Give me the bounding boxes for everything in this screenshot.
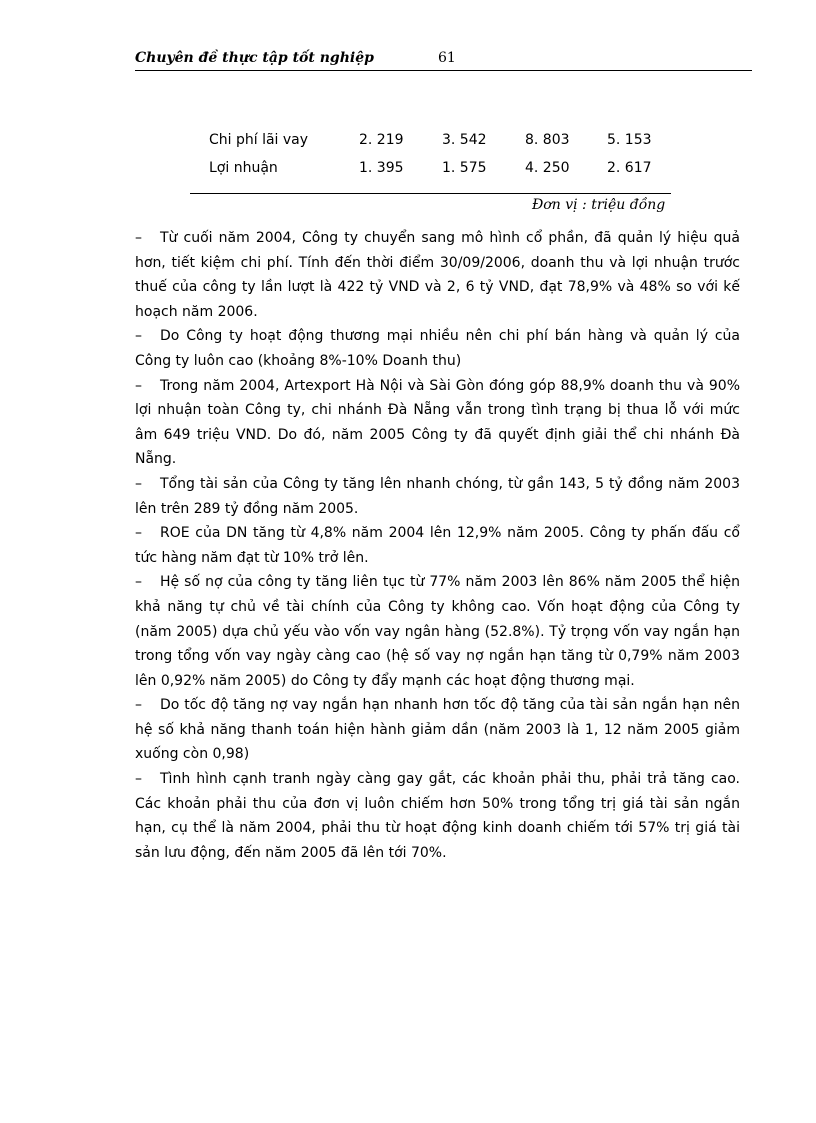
bullet-marker: – [135, 697, 142, 714]
list-item [135, 472, 740, 521]
table-cell: 3. 542 [442, 132, 487, 148]
bullet-marker: – [135, 525, 142, 542]
bullet-text: Tổng tài sản của Công ty tăng lên nhanh chóng, từ gần 143, 5 tỷ đồng năm 2003 lên trên 289 tỷ đồng năm 2005. [135, 475, 740, 517]
bullet-text: ROE của DN tăng từ 4,8% năm 2004 lên 12,9% năm 2005. Công ty phấn đấu cổ tức hàng năm đạt từ 10% trở lên. [135, 525, 740, 566]
bullet-marker: – [135, 230, 142, 246]
table-cell: 1. 575 [442, 160, 487, 176]
list-item [135, 374, 740, 472]
table-cell: 1. 395 [359, 160, 404, 176]
row-label: Chi phí lãi vay [209, 132, 309, 148]
list-item [135, 226, 740, 324]
unit-note: Đơn vị : triệu đồng [532, 197, 666, 213]
list-item [135, 693, 740, 767]
table-row [209, 132, 671, 160]
page-number: 61 [438, 50, 456, 66]
bullet-marker: – [135, 328, 142, 345]
header-title: Chuyên đề thực tập tốt nghiệp [135, 50, 374, 66]
bullet-text: Do tốc độ tăng nợ vay ngắn hạn nhanh hơn tốc độ tăng của tài sản ngắn hạn nên hệ số khả năng thanh toán hiện hành giảm dần (năm 2003 là 1, 12 năm 2005 giảm xuống còn 0,98) [135, 697, 740, 763]
table-cell: 2. 219 [359, 132, 404, 148]
table-bottom-rule [190, 193, 671, 194]
page-header [135, 50, 752, 71]
table-cell: 8. 803 [525, 132, 570, 148]
table-cell: 2. 617 [607, 160, 652, 176]
bullet-list [135, 226, 740, 865]
bullet-text: Hệ số nợ của công ty tăng liên tục từ 77% năm 2003 lên 86% năm 2005 thể hiện khả năng tự chủ về tài chính của Công ty không cao. Vốn hoạt động của Công ty (năm 2005) dựa chủ yếu vào vốn vay ngân hàng (52.8%). Tỷ trọng vốn vay ngắn hạn trong tổng vốn vay ngày càng cao (hệ số vay nợ ngắn hạn tăng từ 0,79% năm 2003 lên 0,92% năm 2005) do Công ty đẩy mạnh các hoạt động thương mại. [135, 574, 740, 689]
financial-table [209, 132, 671, 188]
row-label: Lợi nhuận [209, 160, 278, 176]
bullet-marker: – [135, 574, 142, 591]
table-cell: 5. 153 [607, 132, 652, 148]
bullet-marker: – [135, 475, 142, 492]
list-item [135, 521, 740, 570]
bullet-text: Trong năm 2004, Artexport Hà Nội và Sài Gòn đóng góp 88,9% doanh thu và 90% lợi nhuận toàn Công ty, chi nhánh Đà Nẵng vẫn trong tình trạng bị thua lỗ với mức âm 649 triệu VND. Do đó, năm 2005 Công ty đã quyết định giải thể chi nhánh Đà Nẵng. [135, 377, 740, 468]
list-item [135, 324, 740, 373]
table-row [209, 160, 671, 188]
bullet-text: Từ cuối năm 2004, Công ty chuyển sang mô hình cổ phần, đã quản lý hiệu quả hơn, tiết kiệm chi phí. Tính đến thời điểm 30/09/2006, doanh thu và lợi nhuận trước thuế của công ty lần lượt là 422 tỷ VND và 2, 6 tỷ VND, đạt 78,9% và 48% so với kế hoạch năm 2006. [135, 230, 740, 320]
table-cell: 4. 250 [525, 160, 570, 176]
bullet-text: Tình hình cạnh tranh ngày càng gay gắt, các khoản phải thu, phải trả tăng cao. Các khoản phải thu của đơn vị luôn chiếm hơn 50% trong tổng trị giá tài sản ngắn hạn, cụ thể là năm 2004, phải thu từ hoạt động kinh doanh chiếm tới 57% trị giá tài sản lưu động, đến năm 2005 đã lên tới 70%. [135, 771, 740, 861]
bullet-marker: – [135, 377, 142, 394]
list-item [135, 767, 740, 865]
bullet-text: Do Công ty hoạt động thương mại nhiều nên chi phí bán hàng và quản lý của Công ty luôn cao (khoảng 8%-10% Doanh thu) [135, 328, 740, 369]
list-item [135, 570, 740, 693]
bullet-marker: – [135, 771, 142, 788]
